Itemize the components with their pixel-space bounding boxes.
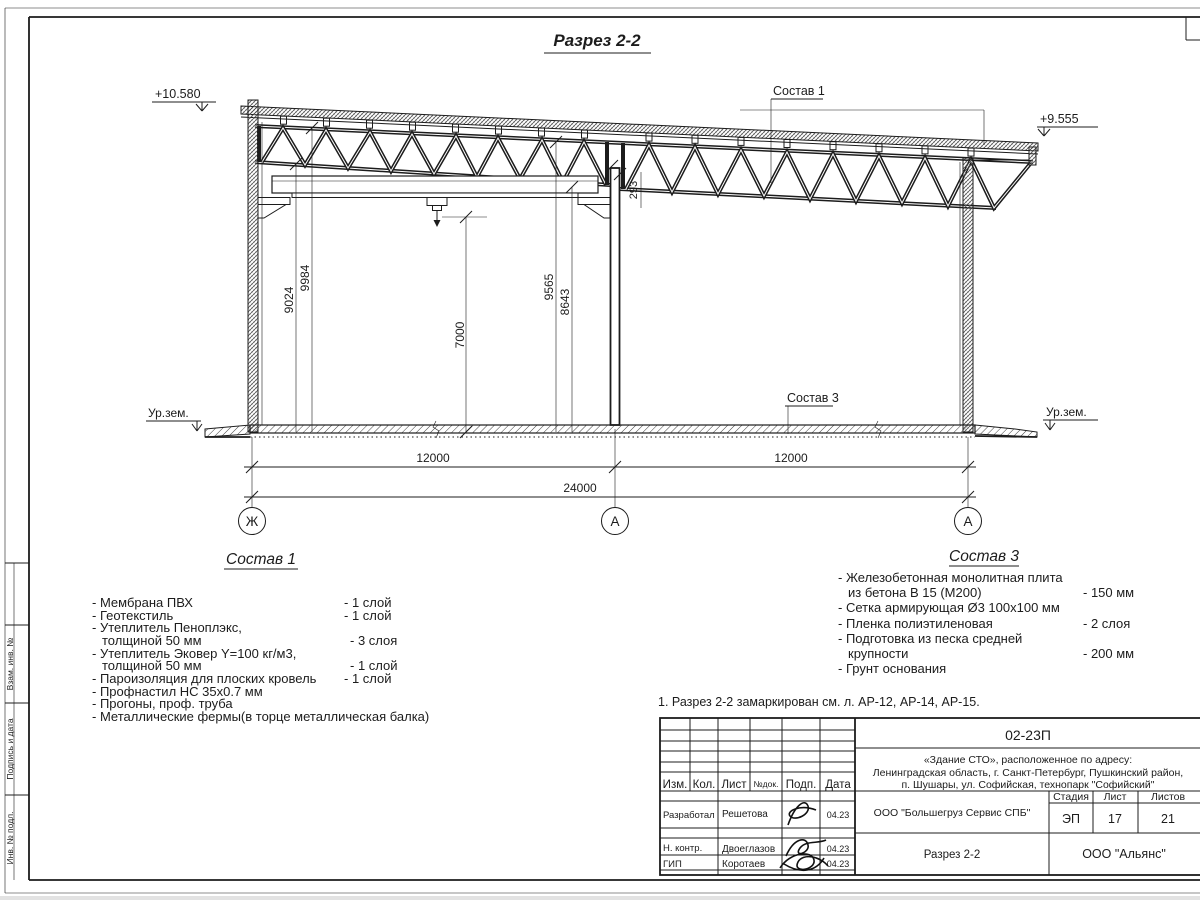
middle-column	[611, 168, 620, 425]
sostav3-item: из бетона В 15 (М200)	[848, 585, 982, 600]
row-name: Двоеглазов	[722, 844, 776, 855]
axis-a2: А	[963, 514, 973, 529]
right-wall	[963, 158, 973, 432]
sostav1-item: - Профнастил НС 35х0.7 мм	[92, 684, 263, 699]
col-kol: Кол.	[692, 779, 716, 791]
company-name: ООО "Большегруз Сервис СПБ"	[873, 807, 1031, 819]
callout-roof-label: Состав 1	[773, 84, 825, 98]
row-role: Разработал	[663, 810, 715, 821]
col-list: Лист	[721, 779, 747, 791]
dim-7000: 7000	[453, 321, 467, 349]
col-ndok: №док.	[753, 779, 779, 789]
section-title: Разрез 2-2	[553, 31, 641, 50]
sheet-label: Лист	[1103, 791, 1127, 803]
concrete-slab	[250, 425, 975, 433]
sostav1-item: - Утеплитель Пеноплэкс,	[92, 620, 242, 635]
dim-293: 293	[628, 180, 640, 200]
sostav3-value: - 150 мм	[1083, 585, 1135, 600]
dim-9024: 9024	[282, 286, 296, 314]
sheet-value: 17	[1108, 812, 1122, 826]
address-line2: Ленинградская область, г. Санкт-Петербург, Пушкинский район,	[872, 767, 1184, 779]
crane-girder	[272, 176, 598, 193]
row-date: 04.23	[826, 844, 850, 854]
sostav3-item: - Пленка полиэтиленовая	[838, 616, 993, 631]
sostav1-item: - Металлические фермы(в торце металлическая балка)	[92, 709, 430, 724]
dim-span2: 12000	[774, 451, 808, 465]
sostav1-item: - Геотекстиль	[92, 608, 174, 623]
crane-rail	[292, 193, 578, 198]
sostav1-value: - 1 слой	[350, 658, 398, 673]
stage-label: Стадия	[1053, 791, 1089, 803]
row-name: Решетова	[722, 809, 768, 820]
elevation-left-value: +10.580	[155, 87, 201, 101]
view-title	[544, 31, 651, 53]
row-role: Н. контр.	[663, 843, 703, 854]
col-podp: Подп.	[785, 779, 817, 791]
sheets-value: 21	[1161, 812, 1175, 826]
axis-zh: Ж	[245, 514, 259, 529]
dim-span1: 12000	[416, 451, 450, 465]
sostav1-item: - Пароизоляция для плоских кровель	[92, 671, 317, 686]
sostav3-heading: Состав 3	[949, 548, 1019, 565]
frame-label-inv: Инв. № подл.	[5, 811, 15, 865]
ground-left-label: Ур.зем.	[148, 406, 189, 420]
sostav1-item: - Мембрана ПВХ	[92, 595, 193, 610]
frame-label-podpis: Подпись и дата	[5, 718, 15, 780]
sheets-label: Листов	[1150, 791, 1186, 803]
dim-8643: 8643	[558, 288, 572, 316]
row-date: 04.23	[826, 859, 850, 869]
drawing-note: 1. Разрез 2-2 замаркирован см. л. АР-12, АР-14, АР-15.	[658, 695, 980, 709]
ground-right-label: Ур.зем.	[1046, 405, 1087, 419]
sostav3-item: - Грунт основания	[838, 661, 947, 676]
frame-label-vzam: Взам. инв. №	[5, 637, 15, 691]
doc-number: 02-23П	[1005, 727, 1051, 743]
callout-floor-label: Состав 3	[787, 391, 839, 405]
axis-a1: А	[610, 514, 620, 529]
dim-9565: 9565	[542, 273, 556, 301]
section-name: Разрез 2-2	[923, 849, 981, 861]
sostav1-value: - 1 слой	[344, 595, 392, 610]
elevation-right-value: +9.555	[1040, 112, 1079, 126]
dim-9984: 9984	[298, 264, 312, 292]
sostav1-item: - Утеплитель Эковер Y=100 кг/м3,	[92, 646, 297, 661]
sostav3-item: - Сетка армирующая Ø3 100х100 мм	[838, 600, 1060, 615]
sostav1-item: толщиной 50 мм	[102, 658, 202, 673]
sostav1-value: - 3 слоя	[350, 633, 398, 648]
window-edge	[0, 896, 1200, 900]
sostav1-value: - 1 слой	[344, 608, 392, 623]
sostav1-value: - 1 слой	[344, 671, 392, 686]
sostav3-item: крупности	[848, 646, 909, 661]
stage-value: ЭП	[1062, 812, 1080, 826]
left-wall	[248, 100, 258, 432]
address-line3: п. Шушары, ул. Софийская, технопарк "Софийский"	[901, 779, 1155, 791]
col-data: Дата	[825, 779, 851, 791]
sostav1-item: - Прогоны, проф. труба	[92, 696, 233, 711]
sostav1-heading: Состав 1	[226, 551, 296, 568]
row-role: ГИП	[663, 859, 682, 870]
dim-total: 24000	[563, 481, 597, 495]
address-line1: «Здание СТО», расположенное по адресу:	[923, 754, 1133, 766]
sostav3-item: - Железобетонная монолитная плита	[838, 570, 1063, 585]
row-name: Коротаев	[722, 859, 766, 870]
sostav3-item: - Подготовка из песка средней	[838, 631, 1023, 646]
roof-edge-cap	[1029, 147, 1036, 165]
sostav1-item: толщиной 50 мм	[102, 633, 202, 648]
row-date: 04.23	[826, 810, 850, 820]
org-name: ООО "Альянс"	[1082, 847, 1166, 861]
sostav3-value: - 2 слоя	[1083, 616, 1131, 631]
col-izm: Изм.	[662, 779, 688, 791]
sostav3-value: - 200 мм	[1083, 646, 1135, 661]
